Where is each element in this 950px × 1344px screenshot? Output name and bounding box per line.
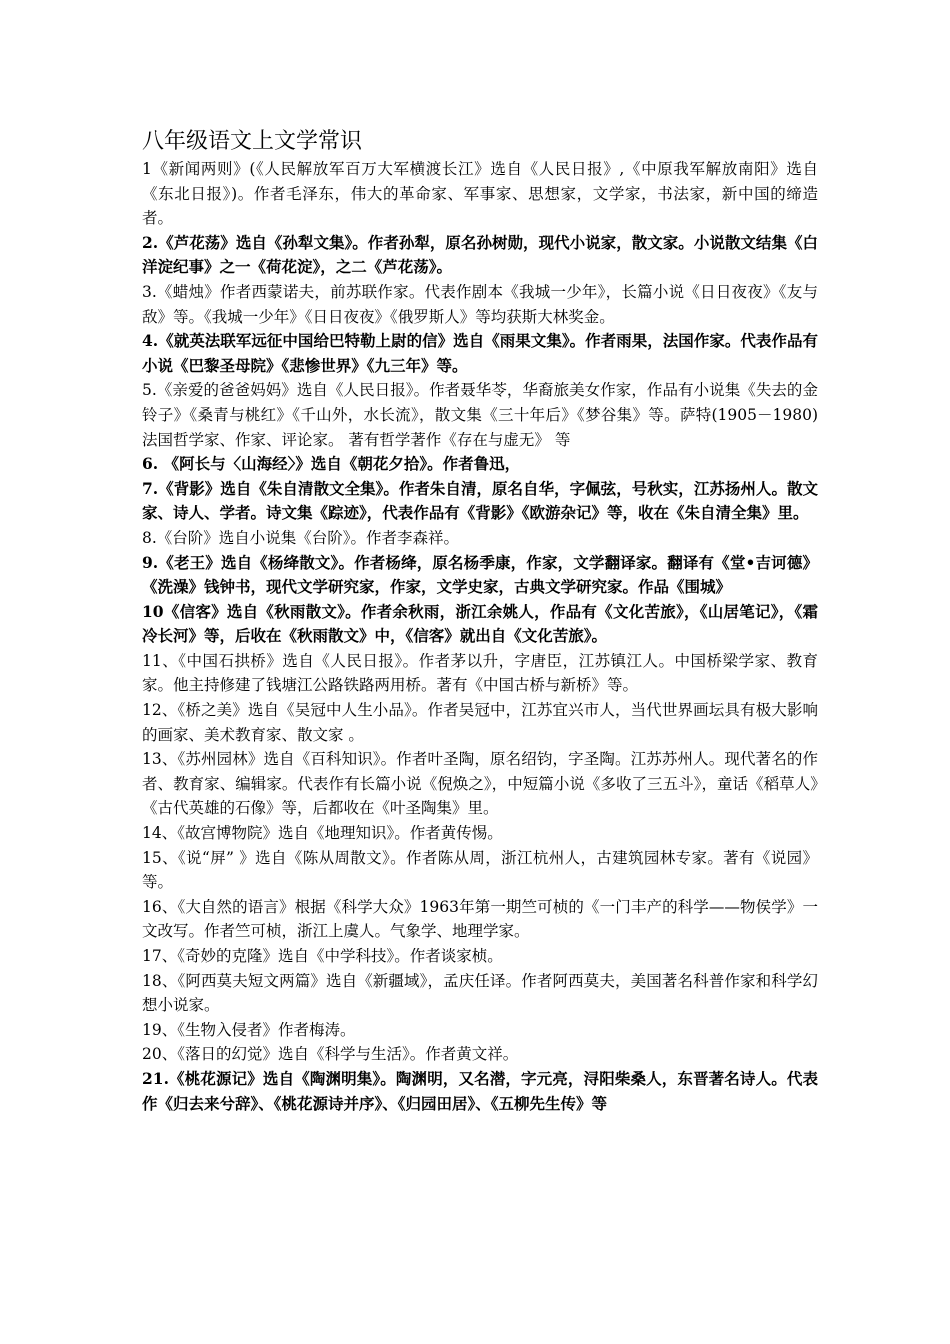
literature-entry: 11、《中国石拱桥》选自《人民日报》。作者茅以升，字唐臣，江苏镇江人。中国桥梁学家、教育家。他主持修建了钱塘江公路铁路两用桥。著有《中国古桥与新桥》等。 (142, 651, 818, 695)
literature-entry: 14、《故宫博物院》选自《地理知识》。作者黄传惕。 (142, 824, 503, 843)
literature-entry: 4.《就英法联军远征中国给巴特勒上尉的信》选自《雨果文集》。作者雨果，法国作家。代表作品有小说《巴黎圣母院》《悲惨世界》《九三年》等。 (142, 331, 818, 375)
literature-entry: 21.《桃花源记》选自《陶渊明集》。陶渊明，又名潜，字元亮，浔阳柴桑人，东晋著名诗人。代表作《归去来兮辞》、《桃花源诗并序》、《归园田居》、《五柳先生传》等 (142, 1068, 818, 1113)
literature-entry: 12、《桥之美》选自《吴冠中人生小品》。作者吴冠中，江苏宜兴市人，当代世界画坛具有极大影响的画家、美术教育家、散文家 。 (142, 701, 818, 744)
literature-entry: 1《新闻两则》(《人民解放军百万大军横渡长江》选自《人民日报》,《中原我军解放南阳》选自《东北日报》)。作者毛泽东，伟大的革命家、军事家、思想家，文学家，书法家，新中国的缔造者。 (142, 160, 818, 228)
literature-entry: 16、《大自然的语言》根据《科学大众》1963年第一期竺可桢的《一门丰产的科学——物侯学》一文改写。作者竺可桢，浙江上虞人。气象学、地理学家。 (142, 897, 818, 941)
literature-entry: 7.《背影》选自《朱自清散文全集》。作者朱自清，原名自华，字佩弦，号秋实，江苏扬州人。散文家、诗人、学者。诗文集《踪迹》，代表作品有《背影》《欧游杂记》等，收在《朱自清全集》里。 (142, 478, 818, 523)
document-title: 八年级语文上文学常识 (142, 129, 363, 154)
literature-entry: 17、《奇妙的克隆》选自《中学科技》。作者谈家桢。 (142, 947, 503, 965)
literature-entry: 8.《台阶》选自小说集《台阶》。作者李森祥。 (142, 528, 460, 547)
literature-entry: 2.《芦花荡》选自《孙犁文集》。作者孙犁，原名孙树勋，现代小说家，散文家。小说散文结集《白洋淀纪事》之一《荷花淀》，之二《芦花荡》。 (142, 232, 818, 277)
literature-entry: 20、《落日的幻觉》选自《科学与生活》。作者黄文祥。 (142, 1045, 519, 1064)
literature-entry: 3.《蜡烛》作者西蒙诺夫，前苏联作家。代表作剧本《我城一少年》，长篇小说《日日夜夜》《友与敌》等。《我城一少年》《日日夜夜》《俄罗斯人》等均获斯大林奖金。 (142, 282, 818, 326)
literature-entry: 10《信客》选自《秋雨散文》。作者余秋雨，浙江余姚人，作品有《文化苦旅》，《山居笔记》，《霜冷长河》等，后收在《秋雨散文》中，《信客》就出自《文化苦旅》。 (142, 601, 818, 646)
literature-entry: 13、《苏州园林》选自《百科知识》。作者叶圣陶，原名绍钧，字圣陶。江苏苏州人。现代著名的作者、教育家、编辑家。代表作有长篇小说《倪焕之》，中短篇小说《多收了三五斗》，童话《稻草人》《古代英雄的石像》等，后都收在《叶圣陶集》里。 (142, 750, 818, 818)
literature-entry: 15、《说“屏” 》选自《陈从周散文》。作者陈从周，浙江杭州人，古建筑园林专家。著有《说园》等。 (142, 848, 818, 892)
document-page (142, 127, 818, 1116)
literature-entry: 19、《生物入侵者》作者梅涛。 (142, 1020, 356, 1039)
literature-entry: 9.《老王》选自《杨绛散文》。作者杨绛，原名杨季康，作家，文学翻译家。翻译有《堂•吉诃德》《洗澡》钱钟书，现代文学研究家，作家，文学史家，古典文学研究家。作品《围城》 (142, 552, 818, 597)
literature-entry: 6. 《阿长与〈山海经〉》选自《朝花夕拾》。作者鲁迅， (142, 454, 521, 474)
literature-entry: 5.《亲爱的爸爸妈妈》选自《人民日报》。作者聂华苓，华裔旅美女作家，作品有小说集《失去的金铃子》《桑青与桃红》《千山外，水长流》，散文集《三十年后》《梦谷集》等。萨特(1905－1980)法国哲学家、作家、评论家。 著有哲学著作《存在与虚无》 等 (142, 381, 818, 449)
entry-list (142, 157, 818, 1116)
literature-entry: 18、《阿西莫夫短文两篇》选自《新疆域》，孟庆任译。作者阿西莫夫，美国著名科普作家和科学幻想小说家。 (142, 971, 818, 1015)
